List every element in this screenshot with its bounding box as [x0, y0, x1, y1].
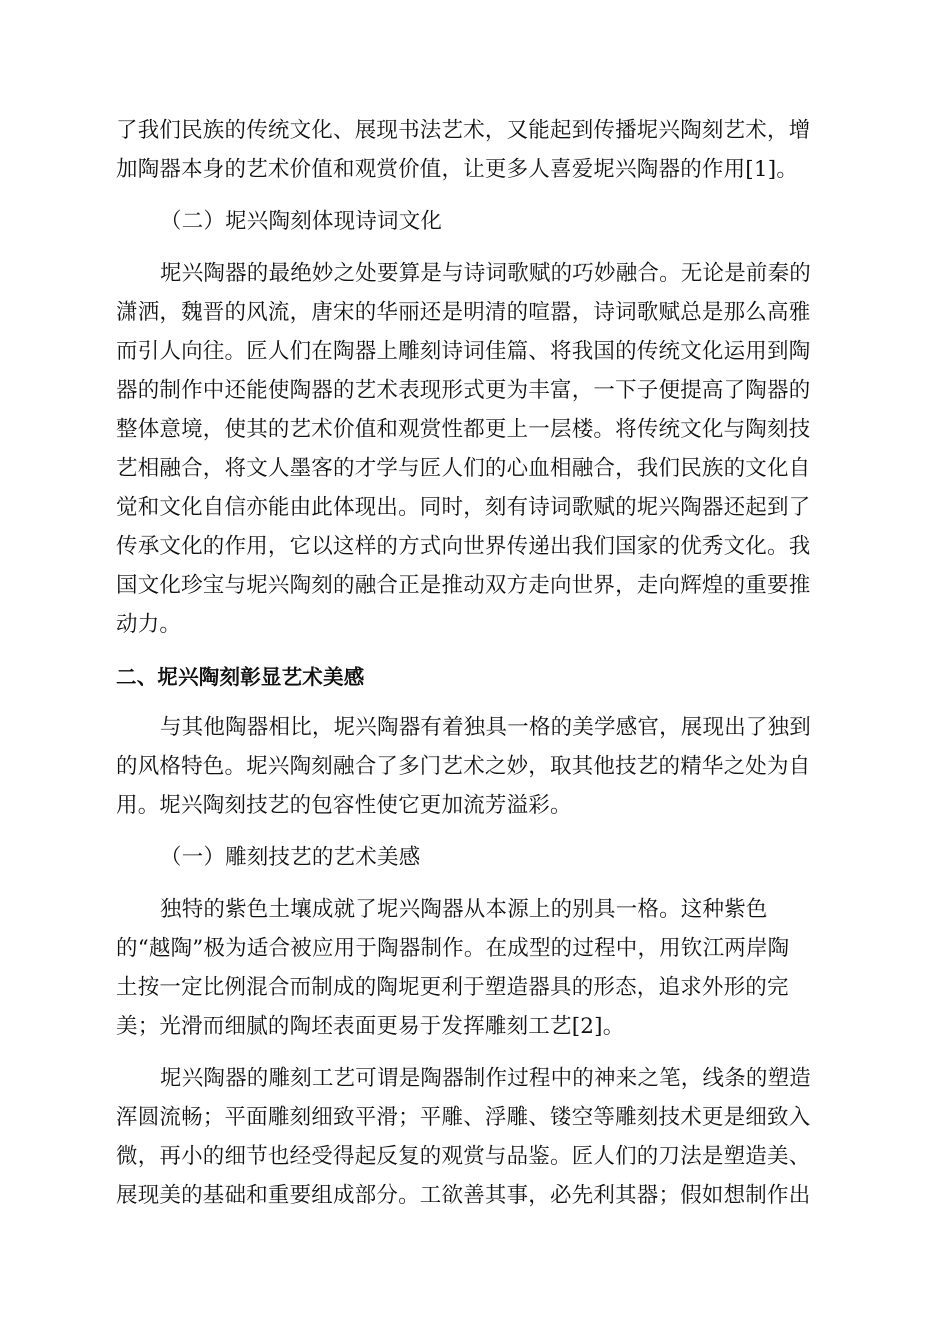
paragraph-1-line-1: 了我们民族的传统文化、展现书法艺术，又能起到传播坭兴陶刻艺术，增 — [116, 118, 811, 143]
paragraph-2-line-2: 潇洒，魏晋的风流，唐宋的华丽还是明清的喧嚣，诗词歌赋总是那么高雅 — [116, 300, 811, 325]
subheading-poetry-culture: （二）坭兴陶刻体现诗词文化 — [160, 209, 443, 234]
paragraph-3-line-1: 与其他陶器相比，坭兴陶器有着独具一格的美学感官，展现出了独到 — [160, 715, 812, 740]
paragraph-4-line-3: 土按一定比例混合而制成的陶坭更利于塑造器具的形态，追求外形的完 — [116, 975, 789, 1000]
section-heading-artistic-beauty: 二、坭兴陶刻彰显艺术美感 — [116, 665, 365, 689]
paragraph-4-line-4: 美；光滑而细腻的陶坯表面更易于发挥雕刻工艺[2]。 — [116, 1014, 625, 1039]
subheading-carving-beauty: （一）雕刻技艺的艺术美感 — [160, 845, 421, 870]
paragraph-4-line-2: 的“越陶”极为适合被应用于陶器制作。在成型的过程中，用钦江两岸陶 — [116, 936, 790, 961]
paragraph-4-line-1: 独特的紫色土壤成就了坭兴陶器从本源上的别具一格。这种紫色 — [160, 897, 768, 922]
paragraph-3-line-2: 的风格特色。坭兴陶刻融合了多门艺术之妙，取其他技艺的精华之处为自 — [116, 754, 811, 779]
paragraph-2-line-7: 觉和文化自信亦能由此体现出。同时，刻有诗词歌赋的坭兴陶器还起到了 — [116, 495, 811, 520]
paragraph-2-line-4: 器的制作中还能使陶器的艺术表现形式更为丰富，一下子便提高了陶器的 — [116, 378, 811, 403]
paragraph-2-line-3: 而引人向往。匠人们在陶器上雕刻诗词佳篇、将我国的传统文化运用到陶 — [116, 339, 811, 364]
paragraph-2-line-8: 传承文化的作用，它以这样的方式向世界传递出我们国家的优秀文化。我 — [116, 534, 811, 559]
paragraph-2-line-5: 整体意境，使其的艺术价值和观赏性都更上一层楼。将传统文化与陶刻技 — [116, 417, 811, 442]
paragraph-5-line-1: 坭兴陶器的雕刻工艺可谓是陶器制作过程中的神来之笔，线条的塑造 — [160, 1066, 812, 1091]
paragraph-2-line-1: 坭兴陶器的最绝妙之处要算是与诗词歌赋的巧妙融合。无论是前秦的 — [160, 261, 812, 286]
paragraph-1-line-2: 加陶器本身的艺术价值和观赏价值，让更多人喜爱坭兴陶器的作用[1]。 — [116, 157, 799, 182]
paragraph-5-line-4: 展现美的基础和重要组成部分。工欲善其事，必先利其器；假如想制作出 — [116, 1183, 811, 1208]
paragraph-5-line-2: 浑圆流畅；平面雕刻细致平滑；平雕、浮雕、镂空等雕刻技术更是细致入 — [116, 1105, 811, 1130]
paragraph-2-line-10: 动力。 — [116, 612, 182, 637]
paragraph-3-line-3: 用。坭兴陶刻技艺的包容性使它更加流芳溢彩。 — [116, 793, 572, 818]
paragraph-2-line-6: 艺相融合，将文人墨客的才学与匠人们的心血相融合，我们民族的文化自 — [116, 456, 811, 481]
paragraph-5-line-3: 微，再小的细节也经受得起反复的观赏与品鉴。匠人们的刀法是塑造美、 — [116, 1144, 811, 1169]
paragraph-2-line-9: 国文化珍宝与坭兴陶刻的融合正是推动双方走向世界，走向辉煌的重要推 — [116, 573, 811, 598]
